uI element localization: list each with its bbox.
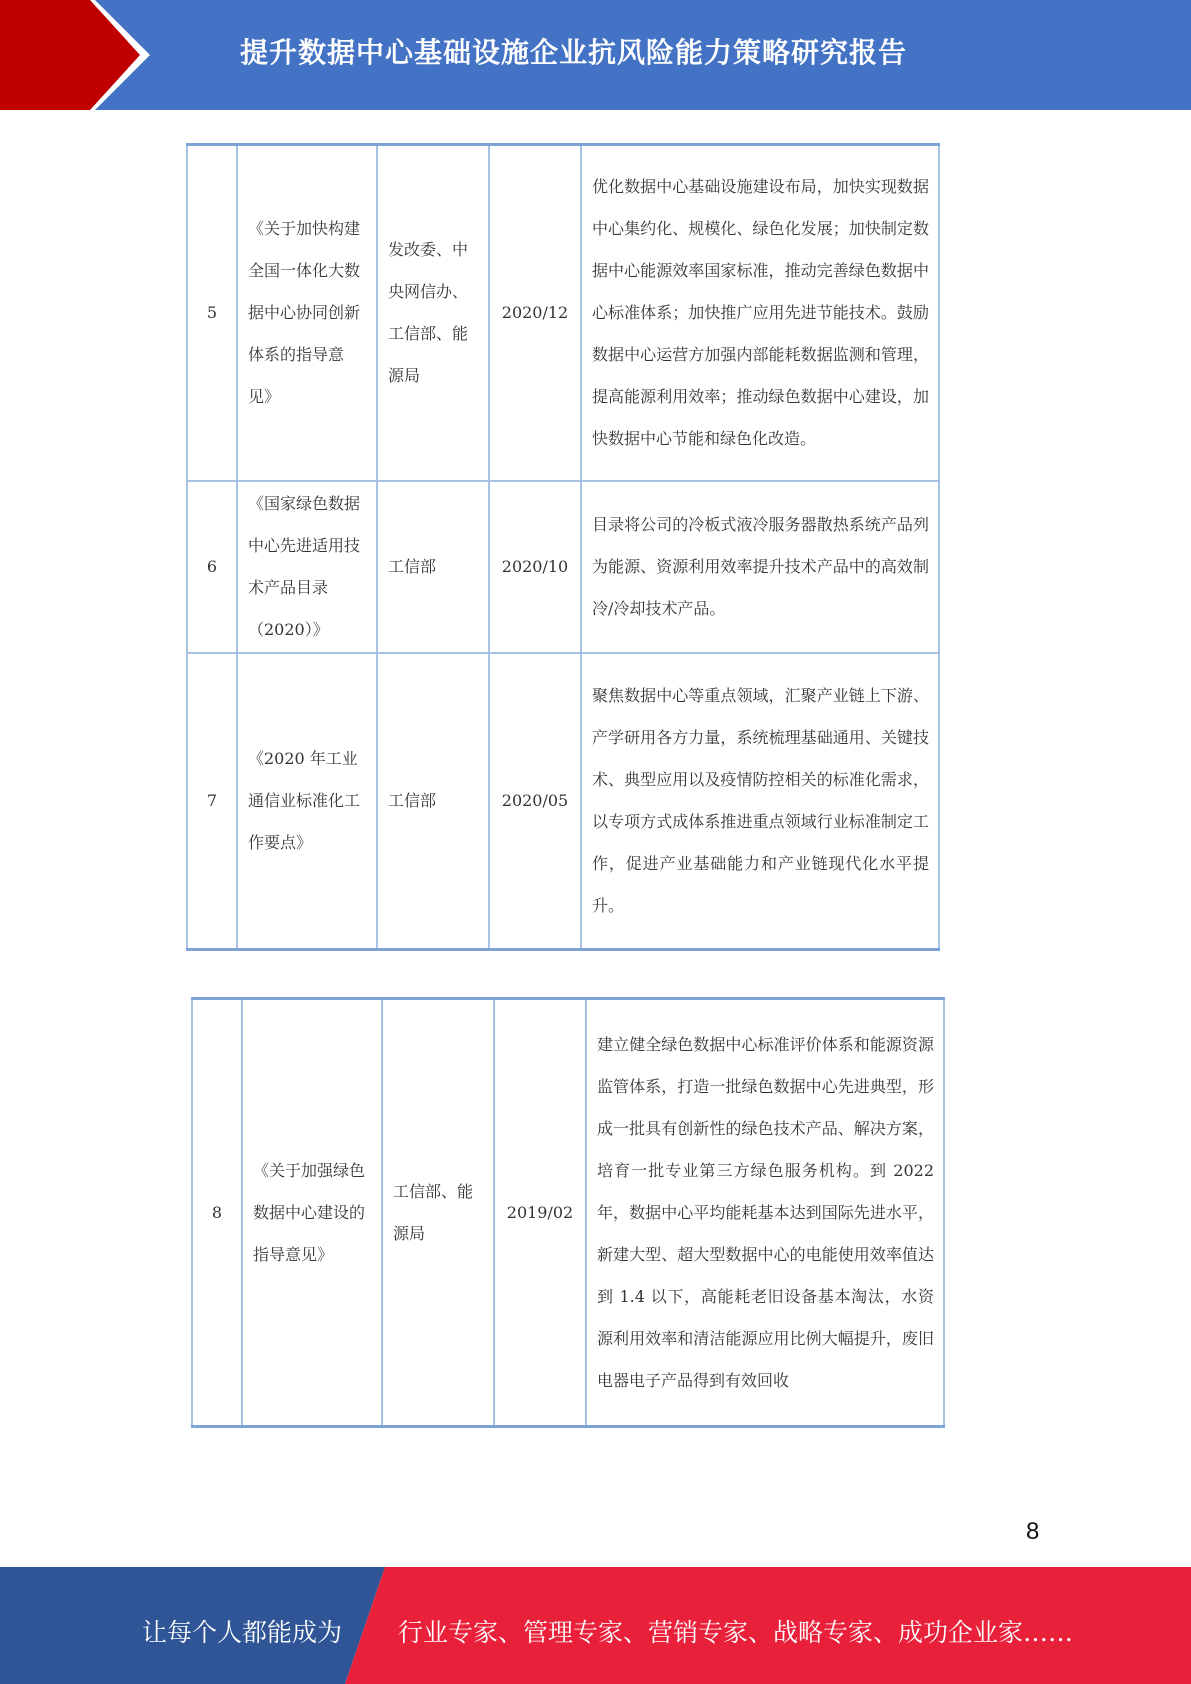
issue-date: 2020/12 xyxy=(489,145,581,481)
footer-slogan-right: 行业专家、管理专家、营销专家、战略专家、成功企业家…… xyxy=(398,1618,1074,1647)
table-row xyxy=(187,145,939,481)
row-number: 7 xyxy=(187,653,237,950)
policy-name: 《国家绿色数据中心先进适用技术产品目录（2020）》 xyxy=(237,481,377,653)
policy-description: 建立健全绿色数据中心标准评价体系和能源资源监管体系，打造一批绿色数据中心先进典型，形成一批具有创新性的绿色技术产品、解决方案，培育一批专业第三方绿色服务机构。到 2022 年，数据中心平均能耗基本达到国际先进水平，新建大型、超大型数据中心的电能使用效率值达到 1.4 以下，高能耗老旧设备基本淘汰，水资源利用效率和清洁能源应用比例大幅提升，废旧电器电子产品得到有效回收 xyxy=(586,999,944,1427)
page-title: 提升数据中心基础设施企业抗风险能力策略研究报告 xyxy=(240,36,908,69)
policy-description: 优化数据中心基础设施建设布局，加快实现数据中心集约化、规模化、绿色化发展；加快制定数据中心能源效率国家标准，推动完善绿色数据中心标准体系；加快推广应用先进节能技术。鼓励数据中心运营方加强内部能耗数据监测和管理，提高能源利用效率；推动绿色数据中心建设，加快数据中心节能和绿色化改造。 xyxy=(581,145,939,481)
policy-description: 目录将公司的冷板式液冷服务器散热系统产品列为能源、资源利用效率提升技术产品中的高效制冷/冷却技术产品。 xyxy=(581,481,939,653)
table-row xyxy=(187,481,939,653)
issuer: 工信部 xyxy=(377,481,489,653)
policy-description: 聚焦数据中心等重点领域，汇聚产业链上下游、产学研用各方力量，系统梳理基础通用、关键技术、典型应用以及疫情防控相关的标准化需求，以专项方式成体系推进重点领域行业标准制定工作，促进产业基础能力和产业链现代化水平提升。 xyxy=(581,653,939,950)
row-number: 5 xyxy=(187,145,237,481)
policy-name: 《2020 年工业通信业标准化工作要点》 xyxy=(237,653,377,950)
page-number: 8 xyxy=(1026,1518,1040,1545)
issue-date: 2020/05 xyxy=(489,653,581,950)
table-row xyxy=(192,999,944,1427)
table-row xyxy=(187,653,939,950)
issuer: 发改委、中央网信办、工信部、能源局 xyxy=(377,145,489,481)
issuer: 工信部、能源局 xyxy=(382,999,494,1427)
row-number: 6 xyxy=(187,481,237,653)
policy-table-2 xyxy=(191,997,945,1428)
policy-name: 《关于加快构建全国一体化大数据中心协同创新体系的指导意见》 xyxy=(237,145,377,481)
policy-name: 《关于加强绿色数据中心建设的指导意见》 xyxy=(242,999,382,1427)
header-bar xyxy=(0,0,1191,110)
footer-slogan-left: 让每个人都能成为 xyxy=(142,1618,343,1647)
policy-table-1 xyxy=(186,143,940,951)
issue-date: 2020/10 xyxy=(489,481,581,653)
header-arrow-decoration xyxy=(0,0,160,110)
row-number: 8 xyxy=(192,999,242,1427)
issue-date: 2019/02 xyxy=(494,999,586,1427)
issuer: 工信部 xyxy=(377,653,489,950)
